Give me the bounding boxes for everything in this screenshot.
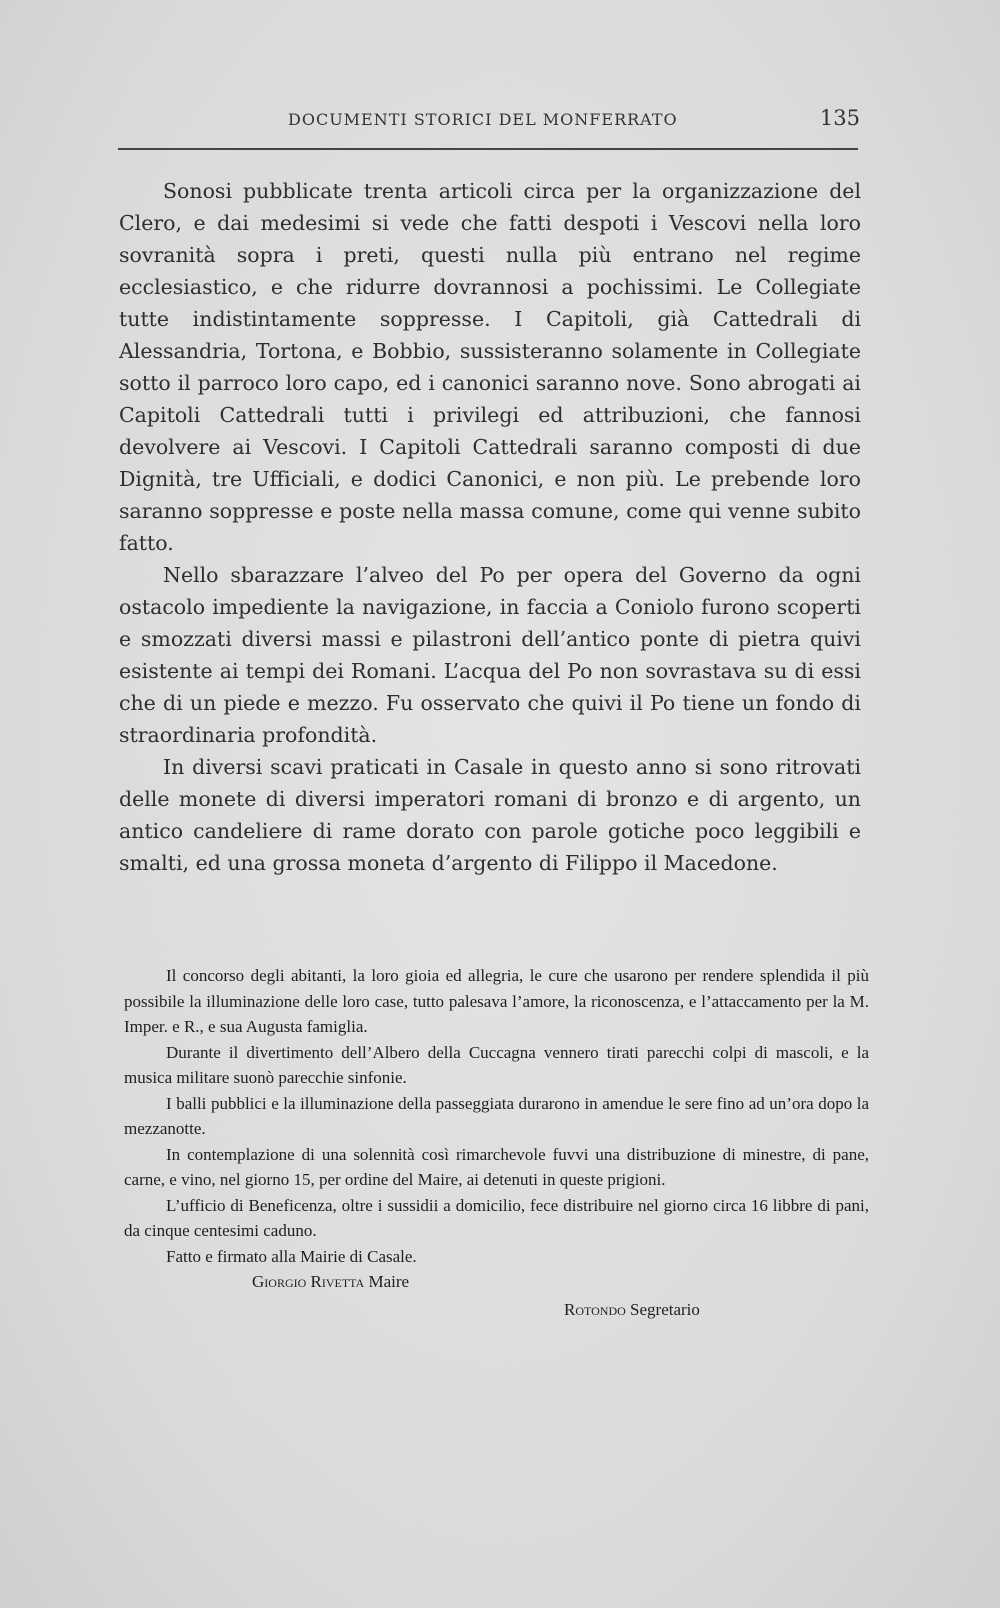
header-rule [118, 148, 858, 150]
main-paragraph: In diversi scavi praticati in Casale in questo anno si sono ritrovati delle monete di diversi imperatori romani di bronzo e di argento, un antico candeliere di rame dorato con parole gotiche poco leggibili e smalti, ed una grossa moneta d’argento di Filippo il Macedone. [119, 755, 861, 875]
signature-segretario [564, 1297, 869, 1323]
footnote-paragraph: Durante il divertimento dell’Albero della Cuccagna vennero tirati parecchi colpi di mascoli, e la musica militare suonò parecchie sinfonie. [124, 1042, 869, 1087]
signature-maire-title: Maire [368, 1272, 410, 1291]
main-text-block [119, 175, 861, 879]
footnote-paragraph: Il concorso degli abitanti, la loro gioia ed allegria, le cure che usarono per rendere splendida il più possibile la illuminazione delle loro case, tutto palesava l’amore, la riconoscenza, e l’attaccamento per la M. Imper. e R., e sua Augusta famiglia. [124, 966, 869, 1036]
main-paragraph: Nello sbarazzare l’alveo del Po per opera del Governo da ogni ostacolo impediente la navigazione, in faccia a Coniolo furono scoperti e smozzati diversi massi e pilastroni dell’antico ponte di pietra quivi esistente ai tempi dei Romani. L’acqua del Po non sovrastava su di essi che di un piede e mezzo. Fu osservato che quivi il Po tiene un fondo di straordinaria profondità. [119, 563, 861, 747]
footnote-block [124, 963, 869, 1322]
footnote-paragraph: Fatto e firmato alla Mairie di Casale. [166, 1246, 417, 1266]
page-number: 135 [819, 106, 860, 130]
running-head-title: DOCUMENTI STORICI DEL MONFERRATO [288, 110, 678, 129]
main-paragraph: Sonosi pubblicate trenta articoli circa per la organizzazione del Clero, e dai medesimi si vede che fatti despoti i Vescovi nella loro sovranità sopra i preti, questi nulla più entrano nel regime ecclesiastico, e che ridurre dovrannosi a pochissimi. Le Collegiate tutte indistintamente soppresse. I Capitoli, già Cattedrali di Alessandria, Tortona, e Bobbio, sussisteranno solamente in Collegiate sotto il parroco loro capo, ed i canonici saranno nove. Sono abrogati ai Capitoli Cattedrali tutti i privilegi ed attribuzioni, che fannosi devolvere ai Vescovi. I Capitoli Cattedrali saranno composti di due Dignità, tre Ufficiali, e dodici Canonici, e non più. Le prebende loro saranno soppresse e poste nella massa comune, come qui venne subito fatto. [119, 179, 861, 555]
running-head [118, 106, 860, 146]
signature-maire [252, 1269, 869, 1295]
footnote-paragraph: L’ufficio di Beneficenza, oltre i sussidii a domicilio, fece distribuire nel giorno circa 16 libbre di pani, da cinque centesimi caduno. [124, 1195, 869, 1240]
footnote-paragraph: I balli pubblici e la illuminazione della passeggiata durarono in amendue le sere fino ad un’ora dopo la mezzanotte. [124, 1093, 869, 1138]
footnote-paragraph: In contemplazione di una solennità così rimarchevole fuvvi una distribuzione di minestre, di pane, carne, e vino, nel giorno 15, per ordine del Maire, ai detenuti in queste prigioni. [124, 1144, 869, 1189]
signature-maire-name: Giorgio Rivetta [252, 1272, 365, 1291]
signature-segretario-name: Rotondo [564, 1299, 626, 1319]
signature-segretario-title: Segretario [630, 1299, 700, 1319]
